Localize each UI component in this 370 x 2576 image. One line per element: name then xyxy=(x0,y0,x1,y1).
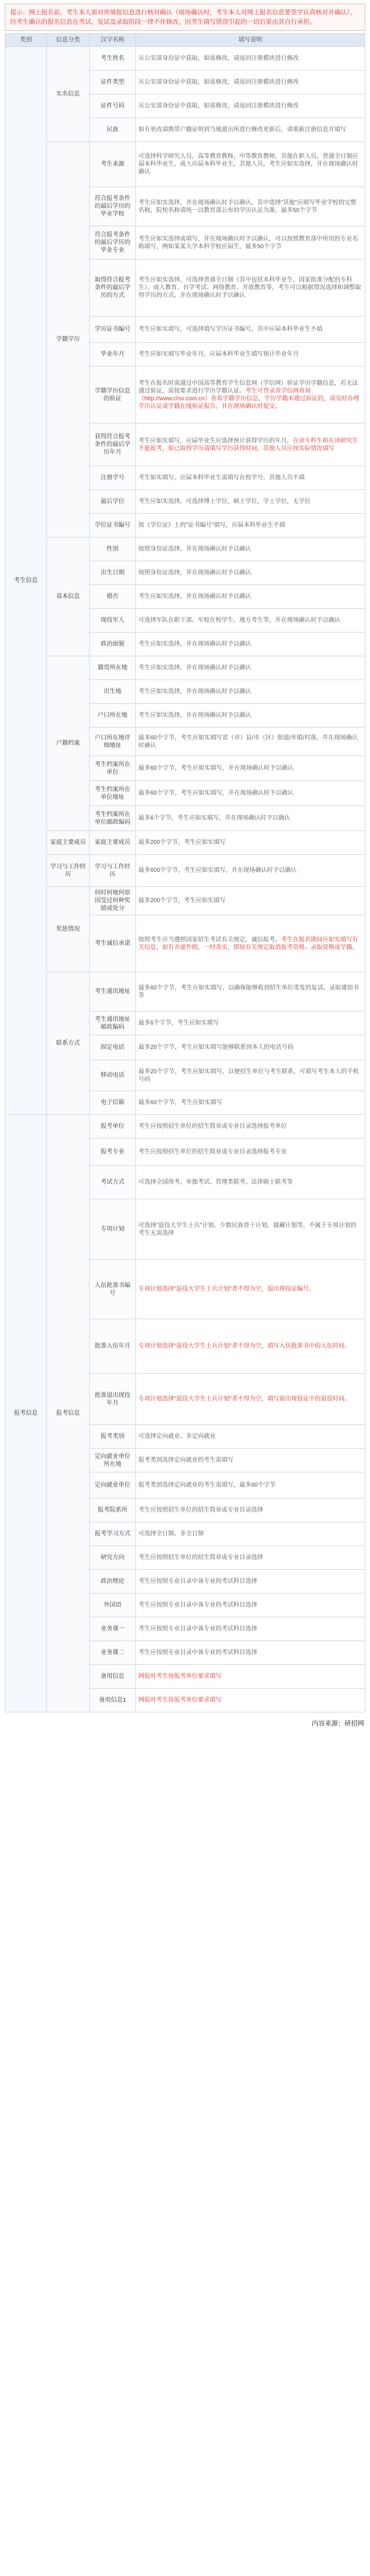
field-name-cell: 现役军人 xyxy=(90,609,136,633)
field-name-cell: 性别 xyxy=(90,538,136,561)
field-name-cell: 学历证书编号 xyxy=(90,317,136,343)
field-description-cell xyxy=(136,1139,365,1166)
field-name-cell: 籍贯所在地 xyxy=(90,656,136,680)
description-text: 考生应如实选择或填写，并在现场确认时予以确认，可以按照教育部中所用的专业名称填写，例如某某大学本科学校应届生，最多50个字节 xyxy=(138,235,358,250)
highlight-text: 专项计划选择"退役大学生士兵计划"者不得为空，退出现役证编号。 xyxy=(138,1286,315,1292)
field-description-cell xyxy=(136,142,365,187)
highlight-text: 在读专科生和在读研究生不能报考，如已取得学历请填写学历获得时间，其他人员应按实际情况填写 xyxy=(138,437,358,452)
field-description-cell xyxy=(136,118,365,142)
field-name-cell: 证件类型 xyxy=(90,71,136,94)
field-description-cell xyxy=(136,1091,365,1115)
field-name-cell: 获得符合报考条件的最后学历年月 xyxy=(90,423,136,466)
field-description-cell xyxy=(136,1472,365,1499)
field-name-cell: 报考类别 xyxy=(90,1425,136,1449)
subcategory-cell: 学习与工作经历 xyxy=(47,855,90,887)
field-description-cell xyxy=(136,423,365,466)
field-description-cell xyxy=(136,1115,365,1139)
field-name-cell: 研究方向 xyxy=(90,1546,136,1570)
description-text: 如有更改请携带户籍证明到当地派出所进行修改更新后，请重新注册信息并填写 xyxy=(138,127,346,133)
field-name-cell: 批准退出现役年月 xyxy=(90,1374,136,1425)
description-text: 考生应如实选择，并在现场确认时予以确认 xyxy=(138,712,251,719)
description-text: 考生应如实选择，并在现场确认时予以确认 xyxy=(138,641,251,647)
description-text: 考生如实填写，应届本科毕业生需填写在校学号，其他人员不填 xyxy=(138,475,305,481)
description-text: 考生应如实选择，可选择博士学位，硕士学位，学士学位，无学位 xyxy=(138,498,311,505)
field-description-cell xyxy=(136,887,365,915)
table-row xyxy=(5,142,365,187)
table-row xyxy=(5,538,365,561)
table-row xyxy=(5,1115,365,1139)
column-header: 信息分类 xyxy=(47,34,90,47)
field-description-cell xyxy=(136,756,365,781)
field-name-cell: 取得符合报考条件的最后学历的方式 xyxy=(90,260,136,317)
field-description-cell xyxy=(136,538,365,561)
description-text: 最多20个字节，考生应如实填写，以便招生单位与考生联系，可填写考生本人的手机号码 xyxy=(138,1068,359,1083)
field-description-cell xyxy=(136,94,365,118)
description-text: 考生应按照招生单位的招生简章或专业目录选择 xyxy=(138,1507,263,1513)
field-description-cell xyxy=(136,1665,365,1689)
field-name-cell: 出生地 xyxy=(90,680,136,704)
field-name-cell: 专项计划 xyxy=(90,1199,136,1260)
description-text: 可选择科学研究人员，高等教育教师，中等教育教师，其他在职人员，普通全日制应届本科毕业生，成人应届本科毕业生，其他人员，考生应如实选择，并在现场确认时确认 xyxy=(138,153,358,175)
description-text: 考生应如实选择，并在现场确认时予以确认，其中选择"其他"应填写毕业学校的完整名称，院校名称请统一以教育部公布的学历认证为准，最多50个字节 xyxy=(138,199,357,214)
description-text: 考生应如实选择，并在现场确认时予以确认 xyxy=(138,593,251,600)
description-text: 最多60个字节，考生应如实填写 xyxy=(138,1099,223,1106)
column-header: 类别 xyxy=(5,34,47,47)
table-row xyxy=(5,47,365,71)
field-description-cell xyxy=(136,1449,365,1472)
description-text: 最多60个字节，考生应如实填写，并在现场确认时予以确认 xyxy=(138,790,294,796)
description-text: 可选择军队在职干部、军校在校学生、地方考生等，并在现场确认时予以确认 xyxy=(138,617,340,624)
description-text: 考生在报名时需通过中国高等教育学生信息网（学信网）验证学历学籍信息，若无法通过验证，需按要求进行学历学籍认证。 xyxy=(138,380,358,394)
field-description-cell xyxy=(136,1060,365,1091)
field-name-cell: 考生档案所在单位 xyxy=(90,756,136,781)
highlight-text: 专项计划选择"退役大学生士兵计划"者不得为空，填写入伍批准书中的入伍时间。 xyxy=(138,1343,351,1349)
description-text: 考生应如实填写，可选择填写学历证书编号，其中应届本科毕业生不填 xyxy=(138,326,322,333)
field-name-cell: 业务课二 xyxy=(90,1641,136,1665)
table-row xyxy=(5,831,365,855)
footer xyxy=(5,1716,365,1729)
column-header: 填写说明 xyxy=(136,34,365,47)
description-text: 考生应按照专业目录中该专业的考试科目选择 xyxy=(138,1626,257,1632)
description-text: 考生应按照招生单位的招生简章或专业目录选择 xyxy=(138,1554,263,1561)
description-text: 考生应如实选择，可选择普通全日制（其中包括本科毕业生、国家批准分配的专科生）、成人教育、自学考试、网络教育、开放教育等，考生可以根据情况选择和调整取得学历的方式，并在现场确认时予以确认 xyxy=(138,277,361,299)
field-name-cell: 备用信息1 xyxy=(90,1689,136,1712)
category-cell: 考生信息 xyxy=(5,47,47,1115)
description-text: 最多200个字节，考生应如实填写 xyxy=(138,839,226,846)
field-name-cell: 电子信箱 xyxy=(90,1091,136,1115)
subcategory-cell: 学籍学历 xyxy=(47,142,90,538)
description-text: 考生应按照专业目录中该专业的考试科目选择 xyxy=(138,1602,257,1608)
field-description-cell xyxy=(136,728,365,756)
description-text: 最多6个字节，考生应如实填写，并在现场确认时予以确认 xyxy=(138,815,290,821)
field-description-cell xyxy=(136,1035,365,1060)
subcategory-cell: 户籍档案 xyxy=(47,656,90,831)
field-description-cell xyxy=(136,71,365,94)
field-name-cell: 符合报考条件的最后学历的毕业专业 xyxy=(90,226,136,260)
field-name-cell: 考生来源 xyxy=(90,142,136,187)
notice-box: 提示：网上报名前，考生本人需对所填报信息进行核对确认（现场确认时，考生本人对网上报名信息要签字认真核对并确认），经考生确认的报名信息在考试、复试及录取阶段一律不作修改，因考生填写错误引起的一切后果由其自行承担。 xyxy=(5,4,365,31)
field-name-cell: 考试方式 xyxy=(90,1166,136,1199)
field-name-cell: 报考专业 xyxy=(90,1139,136,1166)
description-text: 考生应如实选择，并在现场确认时予以确认 xyxy=(138,665,251,671)
description-text: 按照身份证选择，并在现场确认时予以确认 xyxy=(138,546,251,552)
field-name-cell: 最后学位 xyxy=(90,490,136,514)
highlight-text: 专项计划选择"退役大学生士兵计划"者不得为空，填写退出现役证中的退役时间。 xyxy=(138,1396,351,1402)
field-description-cell xyxy=(136,226,365,260)
description-text: 考生应按照招生单位的招生简章或专业目录选择报考单位 xyxy=(138,1123,287,1130)
field-name-cell: 考生诚信承诺 xyxy=(90,915,136,972)
description-text: 从公安部身份证中获取，如需修改，请返回注册模块进行修改 xyxy=(138,55,299,62)
table-header-row xyxy=(5,34,365,47)
table-row xyxy=(5,887,365,915)
description-text: 报考类别选择定向就业的考生需填写 xyxy=(138,1457,233,1464)
field-name-cell: 证件号码 xyxy=(90,94,136,118)
description-text: 最多200个字节，考生应如实填写 xyxy=(138,897,226,904)
field-description-cell xyxy=(136,1689,365,1712)
field-description-cell xyxy=(136,1319,365,1374)
description-text: 可选择"退役大学生士兵"计划、少数民族骨干计划、援藏计划等，不属于专项计划的考生无需选择 xyxy=(138,1222,357,1237)
description-text: 按《学位证》上的"证书编号"填写，应届本科毕业生不填 xyxy=(138,522,286,529)
description-text: 可选择全国统考、单独考试、管理类联考、法律硕士联考等 xyxy=(138,1179,293,1186)
description-text: 最多600个字节，考生应如实填写，并在现场确认时予以确认 xyxy=(138,867,297,874)
field-description-cell xyxy=(136,1260,365,1319)
field-description-cell xyxy=(136,1617,365,1641)
field-description-cell xyxy=(136,514,365,538)
subcategory-cell: 报考信息 xyxy=(47,1115,90,1712)
field-description-cell xyxy=(136,1166,365,1199)
field-description-cell xyxy=(136,806,365,831)
field-description-cell xyxy=(136,781,365,806)
description-text: 从公安部身份证中获取，如需修改，请返回注册模块进行修改 xyxy=(138,103,299,109)
field-name-cell: 考生通讯地址 xyxy=(90,972,136,1012)
field-description-cell xyxy=(136,915,365,972)
field-name-cell: 政治理论 xyxy=(90,1570,136,1594)
field-name-cell: 户口所在地详细地址 xyxy=(90,728,136,756)
field-name-cell: 定向就业单位 xyxy=(90,1472,136,1499)
field-description-cell xyxy=(136,633,365,656)
description-text: 考生应按照专业目录中该专业的考试科目选择 xyxy=(138,1649,257,1656)
field-description-cell xyxy=(136,490,365,514)
field-name-cell: 报考学习方式 xyxy=(90,1522,136,1546)
description-text: 按照考生应当遵照国家招生考试有关规定，诚信报考。 xyxy=(138,936,281,943)
subcategory-cell: 基本信息 xyxy=(47,538,90,656)
description-text: 考生应如实填写，应届毕业生应选择预计获得学历的年月， xyxy=(138,437,293,444)
field-description-cell xyxy=(136,466,365,490)
field-name-cell: 婚否 xyxy=(90,585,136,609)
field-description-cell xyxy=(136,47,365,71)
info-table xyxy=(5,33,365,1712)
highlight-text: 考生在报名期间应如实填写有关信息，如有弄虚作假，一经查实，即按有关规定取消报考资格、录取资格或学籍。 xyxy=(138,936,358,951)
field-description-cell xyxy=(136,585,365,609)
field-name-cell: 报考单位 xyxy=(90,1115,136,1139)
field-description-cell xyxy=(136,1570,365,1594)
table-body xyxy=(5,47,365,1712)
field-description-cell xyxy=(136,561,365,585)
field-name-cell: 备用信息 xyxy=(90,1665,136,1689)
field-description-cell xyxy=(136,1199,365,1260)
field-name-cell: 民族 xyxy=(90,118,136,142)
table-row xyxy=(5,855,365,887)
column-header: 汉字名称 xyxy=(90,34,136,47)
field-name-cell: 外国语 xyxy=(90,1594,136,1617)
field-name-cell: 家庭主要成员 xyxy=(90,831,136,855)
field-description-cell xyxy=(136,343,365,366)
field-name-cell: 业务课一 xyxy=(90,1617,136,1641)
field-description-cell xyxy=(136,656,365,680)
field-description-cell xyxy=(136,187,365,226)
description-text: 考生应如实填写毕业年月，应届本科毕业生填写预计毕业年月 xyxy=(138,351,299,358)
field-description-cell xyxy=(136,704,365,728)
field-description-cell xyxy=(136,609,365,633)
highlight-text: 网报时考生按报考单位要求填写 xyxy=(138,1673,222,1680)
description-text: 最多60个字节，考生应如实填写省（市）县/市（区）街道/乡镇/村落，并在现场确认时确认 xyxy=(138,734,358,749)
highlight-text: 考生可登录查学信网查询（http://www.chsi.com.cn）查看学籍学历信息，学历学籍未通过验证的，请及时办理学历认证或学籍在线验证报告，并在现场确认时提交。 xyxy=(138,387,359,410)
field-name-cell: 移动电话 xyxy=(90,1060,136,1091)
description-text: 可选择全日制、非全日制 xyxy=(138,1531,204,1537)
description-text: 报考类别选择定向就业的考生需填写，最多60个字节 xyxy=(138,1482,276,1488)
field-description-cell xyxy=(136,1499,365,1522)
table-row xyxy=(5,656,365,680)
description-text: 考生应按照招生单位的招生简章或专业目录选择报考专业 xyxy=(138,1149,287,1155)
field-description-cell xyxy=(136,1522,365,1546)
field-description-cell xyxy=(136,1594,365,1617)
field-name-cell: 入伍批准书编号 xyxy=(90,1260,136,1319)
field-name-cell: 户口所在地 xyxy=(90,704,136,728)
highlight-text: 网报时考生按报考单位要求填写 xyxy=(138,1697,222,1703)
field-name-cell: 政治面貌 xyxy=(90,633,136,656)
field-name-cell: 考生档案所在单位邮政编码 xyxy=(90,806,136,831)
field-name-cell: 考生通讯地址邮政编码 xyxy=(90,1012,136,1035)
field-description-cell xyxy=(136,1546,365,1570)
field-name-cell: 注册学号 xyxy=(90,466,136,490)
field-description-cell xyxy=(136,366,365,423)
field-name-cell: 定向就业单位所在地 xyxy=(90,1449,136,1472)
table-row xyxy=(5,972,365,1012)
category-cell: 报考信息 xyxy=(5,1115,47,1712)
field-description-cell xyxy=(136,1012,365,1035)
description-text: 最多60个字节，考生应如实填写，以确保能够收到招生单位寄发的复试、录取通知书等 xyxy=(138,984,359,999)
description-text: 考生应按照专业目录中该专业的考试科目选择 xyxy=(138,1578,257,1585)
field-name-cell: 批准入伍年月 xyxy=(90,1319,136,1374)
description-text: 最多20个字节，考生应如实填写能够联系到本人的电话号码 xyxy=(138,1044,294,1051)
field-description-cell xyxy=(136,855,365,887)
field-description-cell xyxy=(136,1425,365,1449)
subcategory-cell: 联系方式 xyxy=(47,972,90,1115)
description-text: 最多6个字节，考生应如实填写 xyxy=(138,1020,219,1026)
field-description-cell xyxy=(136,1374,365,1425)
field-name-cell: 固定电话 xyxy=(90,1035,136,1060)
field-name-cell: 何时何地何原因受过何种奖励或处分 xyxy=(90,887,136,915)
field-name-cell: 考生档案所在单位地址 xyxy=(90,781,136,806)
field-description-cell xyxy=(136,317,365,343)
field-name-cell: 报考院系所 xyxy=(90,1499,136,1522)
field-name-cell: 考生姓名 xyxy=(90,47,136,71)
field-name-cell: 学位证书编号 xyxy=(90,514,136,538)
description-text: 考生应如实选择，并在现场确认时予以确认 xyxy=(138,688,251,695)
subcategory-cell: 家庭主要成员 xyxy=(47,831,90,855)
field-description-cell xyxy=(136,972,365,1012)
field-name-cell: 学籍学历信息的验证 xyxy=(90,366,136,423)
field-description-cell xyxy=(136,260,365,317)
source-credit: 内容来源：研招网 xyxy=(312,1720,364,1727)
field-description-cell xyxy=(136,680,365,704)
subcategory-cell: 奖惩情况 xyxy=(47,887,90,972)
description-text: 最多60个字节，考生应如实填写，并在现场确认时予以确认 xyxy=(138,765,294,772)
field-name-cell: 符合报考条件的最后学历的毕业学校 xyxy=(90,187,136,226)
subcategory-cell: 实名信息 xyxy=(47,47,90,142)
field-description-cell xyxy=(136,831,365,855)
description-text: 按照身份证选择，并在现场确认时予以确认 xyxy=(138,570,251,576)
field-name-cell: 毕业年月 xyxy=(90,343,136,366)
field-description-cell xyxy=(136,1641,365,1665)
field-name-cell: 出生日期 xyxy=(90,561,136,585)
description-text: 从公安部身份证中获取，如需修改，请返回注册模块进行修改 xyxy=(138,79,299,86)
field-name-cell: 学习与工作经历 xyxy=(90,855,136,887)
description-text: 可选择定向就业、非定向就业 xyxy=(138,1433,216,1440)
